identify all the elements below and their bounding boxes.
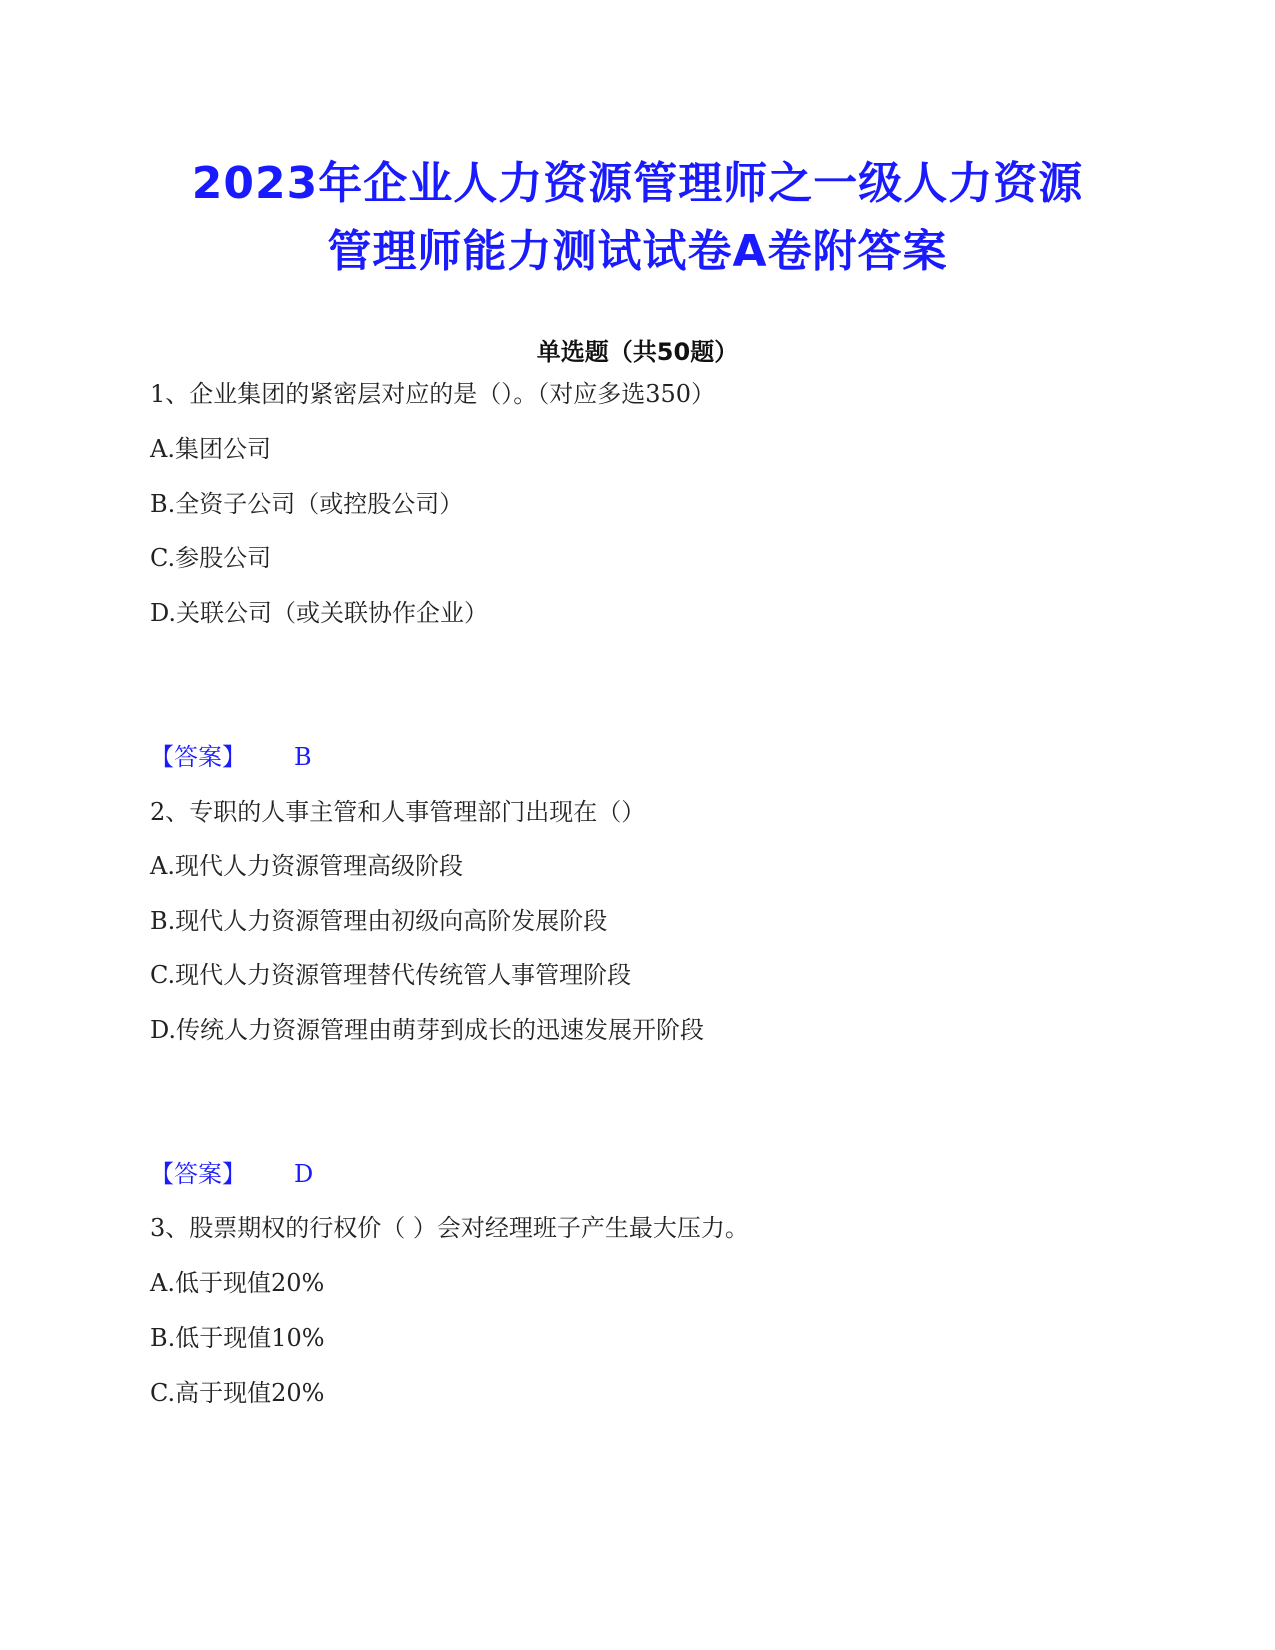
question-2-option-a: A.现代人力资源管理高级阶段 — [150, 852, 463, 880]
question-1-option-c: C.参股公司 — [150, 544, 272, 572]
document-title — [100, 150, 1175, 286]
question-1-answer — [150, 739, 312, 775]
answer-label: 【答案】 — [150, 1160, 246, 1188]
question-2-answer — [150, 1156, 313, 1192]
question-3-option-b: B.低于现值10% — [150, 1324, 325, 1352]
question-1-option-d: D.关联公司（或关联协作企业） — [150, 599, 489, 627]
question-1-option-b: B.全资子公司（或控股公司） — [150, 490, 464, 518]
answer-label: 【答案】 — [150, 743, 246, 771]
question-3-stem: 3、股票期权的行权价（ ）会对经理班子产生最大压力。 — [150, 1214, 749, 1242]
document-title-line-1: 2023年企业人力资源管理师之一级人力资源 — [191, 158, 1084, 209]
question-2-option-d: D.传统人力资源管理由萌芽到成长的迅速发展开阶段 — [150, 1016, 705, 1044]
question-2-option-c: C.现代人力资源管理替代传统管人事管理阶段 — [150, 961, 632, 989]
question-1-option-a: A.集团公司 — [150, 435, 271, 463]
answer-value: D — [294, 1160, 314, 1188]
question-1-stem: 1、企业集团的紧密层对应的是（）。（对应多选350） — [150, 380, 716, 408]
question-3-option-a: A.低于现值20% — [150, 1269, 325, 1297]
answer-value: B — [294, 743, 312, 771]
question-2-option-b: B.现代人力资源管理由初级向高阶发展阶段 — [150, 907, 608, 935]
section-heading: 单选题（共50题） — [536, 338, 739, 366]
question-2-stem: 2、专职的人事主管和人事管理部门出现在（） — [150, 798, 646, 826]
document-title-line-2: 管理师能力测试试卷A卷附答案 — [327, 226, 948, 277]
question-3-option-c: C.高于现值20% — [150, 1379, 325, 1407]
